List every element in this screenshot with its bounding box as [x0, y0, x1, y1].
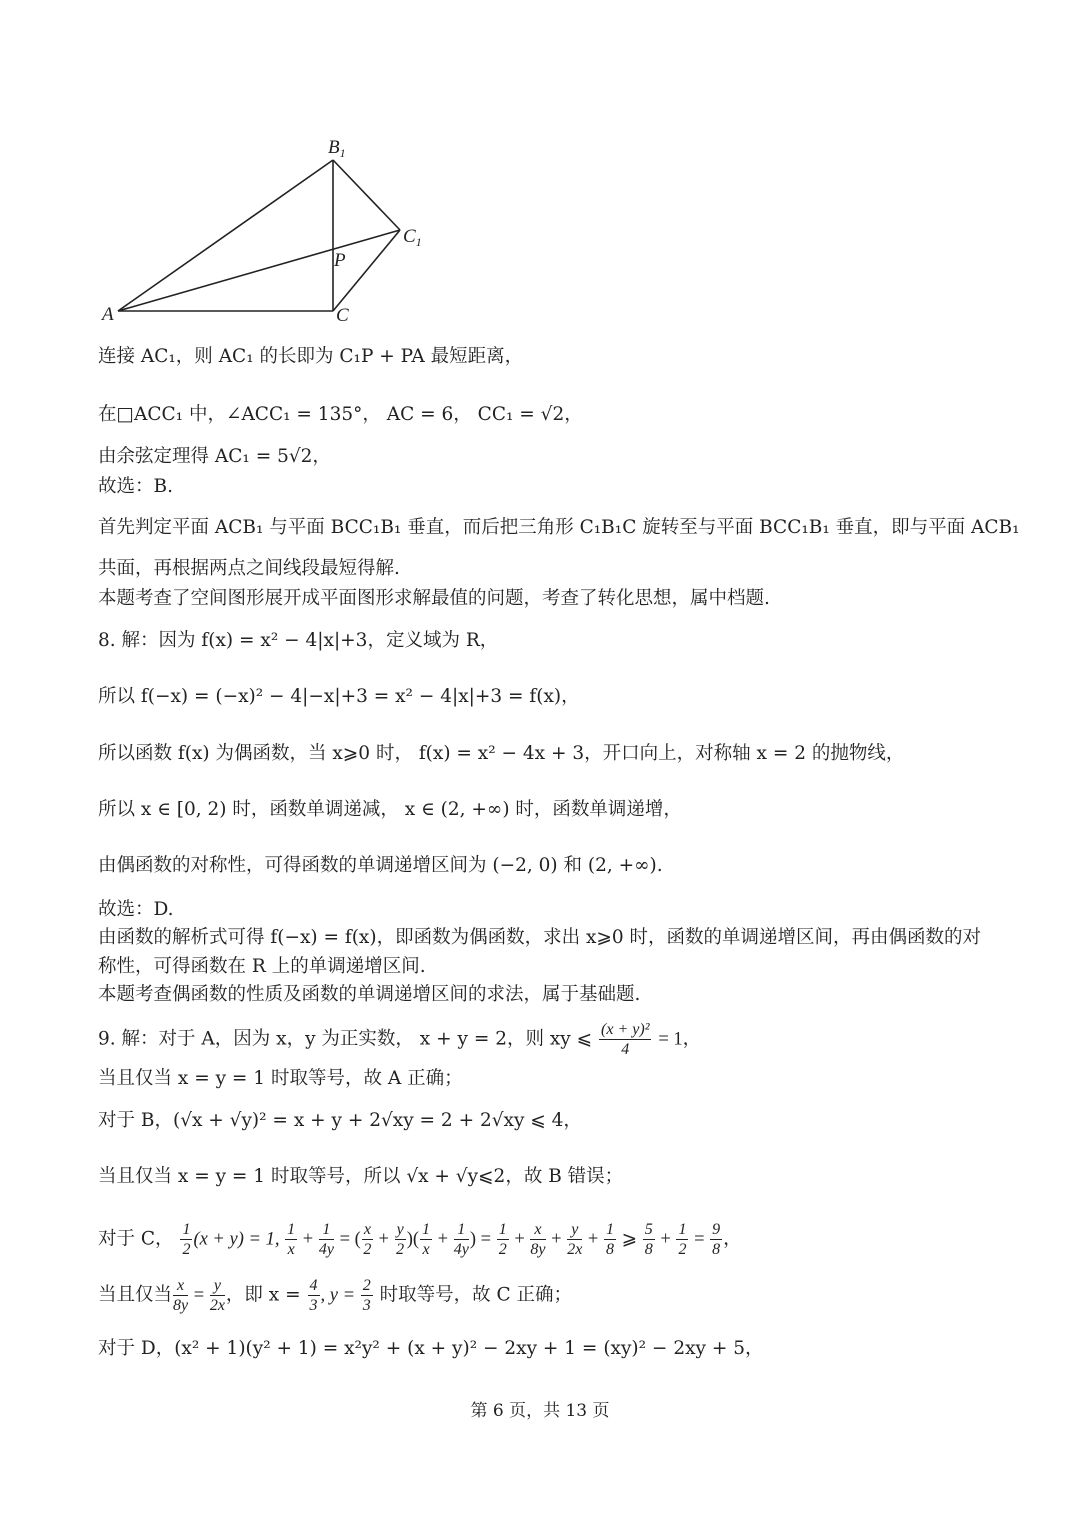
fraction: $\frac{\text{(x + y)²}}{4}$ [601, 1021, 650, 1058]
label-C: C [336, 305, 349, 326]
text-line: 所以 f(−x) = (−x)² − 4|−x|+3 = x² − 4|x|+3 = f(x)， [98, 686, 580, 707]
solution-9c-line: 对于 C， $\frac{1}{2}$ (x + y) = 1, $\frac{1}{x}$ + $\frac{1}{4y}$ = ( $\frac{x}{2}$ + $\frac{y}{2}$ )( $\frac{1}{x}$ + $\frac{1}{4y}$ ) = $\frac{1}{2}$ + $\frac{x}{8y}$ + $\frac{y}{2x}$ + $\frac{1}{8}$ ⩾ $\frac{5}{8}$ + $\frac{1}{2}$ = $\frac{9}{8}$ ， [98, 1221, 742, 1258]
label-B1: $B_1$ [328, 137, 346, 160]
text-line: 由函数的解析式可得 f(−x) = f(x)，即函数为偶函数，求出 x⩾0 时，函数的单调递增区间，再由偶函数的对 [98, 927, 982, 948]
equality-condition-line: 当且仅当 $\frac{x}{8y}$ = $\frac{y}{2x}$ ，即 x = $\frac{4}{3}$ , y = $\frac{2}{3}$ 时取等号，故 C 正确； [98, 1277, 573, 1314]
text-line: 所以函数 f(x) 为偶函数，当 x⩾0 时， f(x) = x² − 4x + 3，开口向上，对称轴 x = 2 的抛物线， [98, 743, 905, 764]
fraction: $\frac{1}{2}$ [678, 1221, 687, 1258]
text-line: 本题考查了空间图形展开成平面图形求解最值的问题，考查了转化思想，属中档题. [98, 588, 770, 609]
fraction: $\frac{y}{2}$ [396, 1221, 405, 1258]
text-line: 在□ACC₁ 中，∠ACC₁ = 135°， AC = 6， CC₁ = √2， [98, 404, 583, 425]
text-line: 由偶函数的对称性，可得函数的单调递增区间为 (−2, 0) 和 (2, +∞). [98, 855, 663, 876]
text-line: 本题考查偶函数的性质及函数的单调递增区间的求法，属于基础题. [98, 984, 641, 1005]
text-line: 连接 AC₁，则 AC₁ 的长即为 C₁P + PA 最短距离， [98, 346, 524, 367]
text-line: 首先判定平面 ACB₁ 与平面 BCC₁B₁ 垂直，而后把三角形 C₁B₁C 旋转至与平面 BCC₁B₁ 垂直，即与平面 ACB₁ [98, 517, 1020, 538]
text-line: 当且仅当 x = y = 1 时取等号，所以 √x + √y⩽2，故 B 错误； [98, 1166, 624, 1187]
label-A: A [102, 304, 114, 325]
fraction: $\frac{5}{8}$ [644, 1221, 653, 1258]
fraction: $\frac{1}{2}$ [182, 1221, 191, 1258]
edge-A-C1 [118, 230, 400, 311]
fraction: $\frac{y}{2x}$ [209, 1277, 225, 1314]
solution-9a-line: 9. 解：对于 A，因为 x，y 为正实数， x + y = 2，则 xy ⩽ $\frac{\text{(x + y)²}}{4}$ = 1， [98, 1021, 702, 1058]
fraction: $\frac{4}{3}$ [309, 1277, 318, 1314]
fraction: $\frac{1}{4y}$ [318, 1221, 334, 1258]
text-line: 8. 解：因为 f(x) = x² − 4|x|+3，定义域为 R， [98, 630, 499, 651]
label-C1: $C_1$ [403, 226, 422, 249]
fraction: $\frac{1}{x}$ [287, 1221, 296, 1258]
geometry-figure [100, 135, 440, 335]
text-line: 称性，可得函数在 R 上的单调递增区间. [98, 956, 426, 977]
fraction: $\frac{x}{8y}$ [173, 1277, 189, 1314]
text-line: 故选：D. [98, 899, 174, 920]
fraction: $\frac{1}{2}$ [498, 1221, 507, 1258]
text-line: 当且仅当 x = y = 1 时取等号，故 A 正确； [98, 1068, 463, 1089]
edge-A-B1 [118, 160, 333, 311]
fraction: $\frac{y}{2x}$ [567, 1221, 583, 1258]
fraction: $\frac{1}{8}$ [605, 1221, 614, 1258]
text-line: 共面，再根据两点之间线段最短得解. [98, 558, 400, 579]
fraction: $\frac{2}{3}$ [362, 1277, 371, 1314]
text-line: 对于 B，(√x + √y)² = x + y + 2√xy = 2 + 2√xy ⩽ 4， [98, 1110, 582, 1131]
text-line: 故选：B. [98, 476, 173, 497]
fraction: $\frac{x}{2}$ [363, 1221, 372, 1258]
text-line: 对于 D，(x² + 1)(y² + 1) = x²y² + (x + y)² − 2xy + 1 = (xy)² − 2xy + 5， [98, 1338, 764, 1359]
page-footer: 第 6 页，共 13 页 [470, 1401, 610, 1421]
text-line: 由余弦定理得 AC₁ = 5√2， [98, 446, 331, 467]
fraction: $\frac{1}{4y}$ [453, 1221, 469, 1258]
fraction: $\frac{1}{x}$ [422, 1221, 431, 1258]
text-line: 所以 x ∈ [0, 2) 时，函数单调递减， x ∈ (2, +∞) 时，函数单调递增， [98, 799, 682, 820]
fraction: $\frac{9}{8}$ [712, 1221, 721, 1258]
label-P: P [334, 250, 346, 271]
edge-B1-C1 [333, 160, 400, 230]
fraction: $\frac{x}{8y}$ [530, 1221, 546, 1258]
